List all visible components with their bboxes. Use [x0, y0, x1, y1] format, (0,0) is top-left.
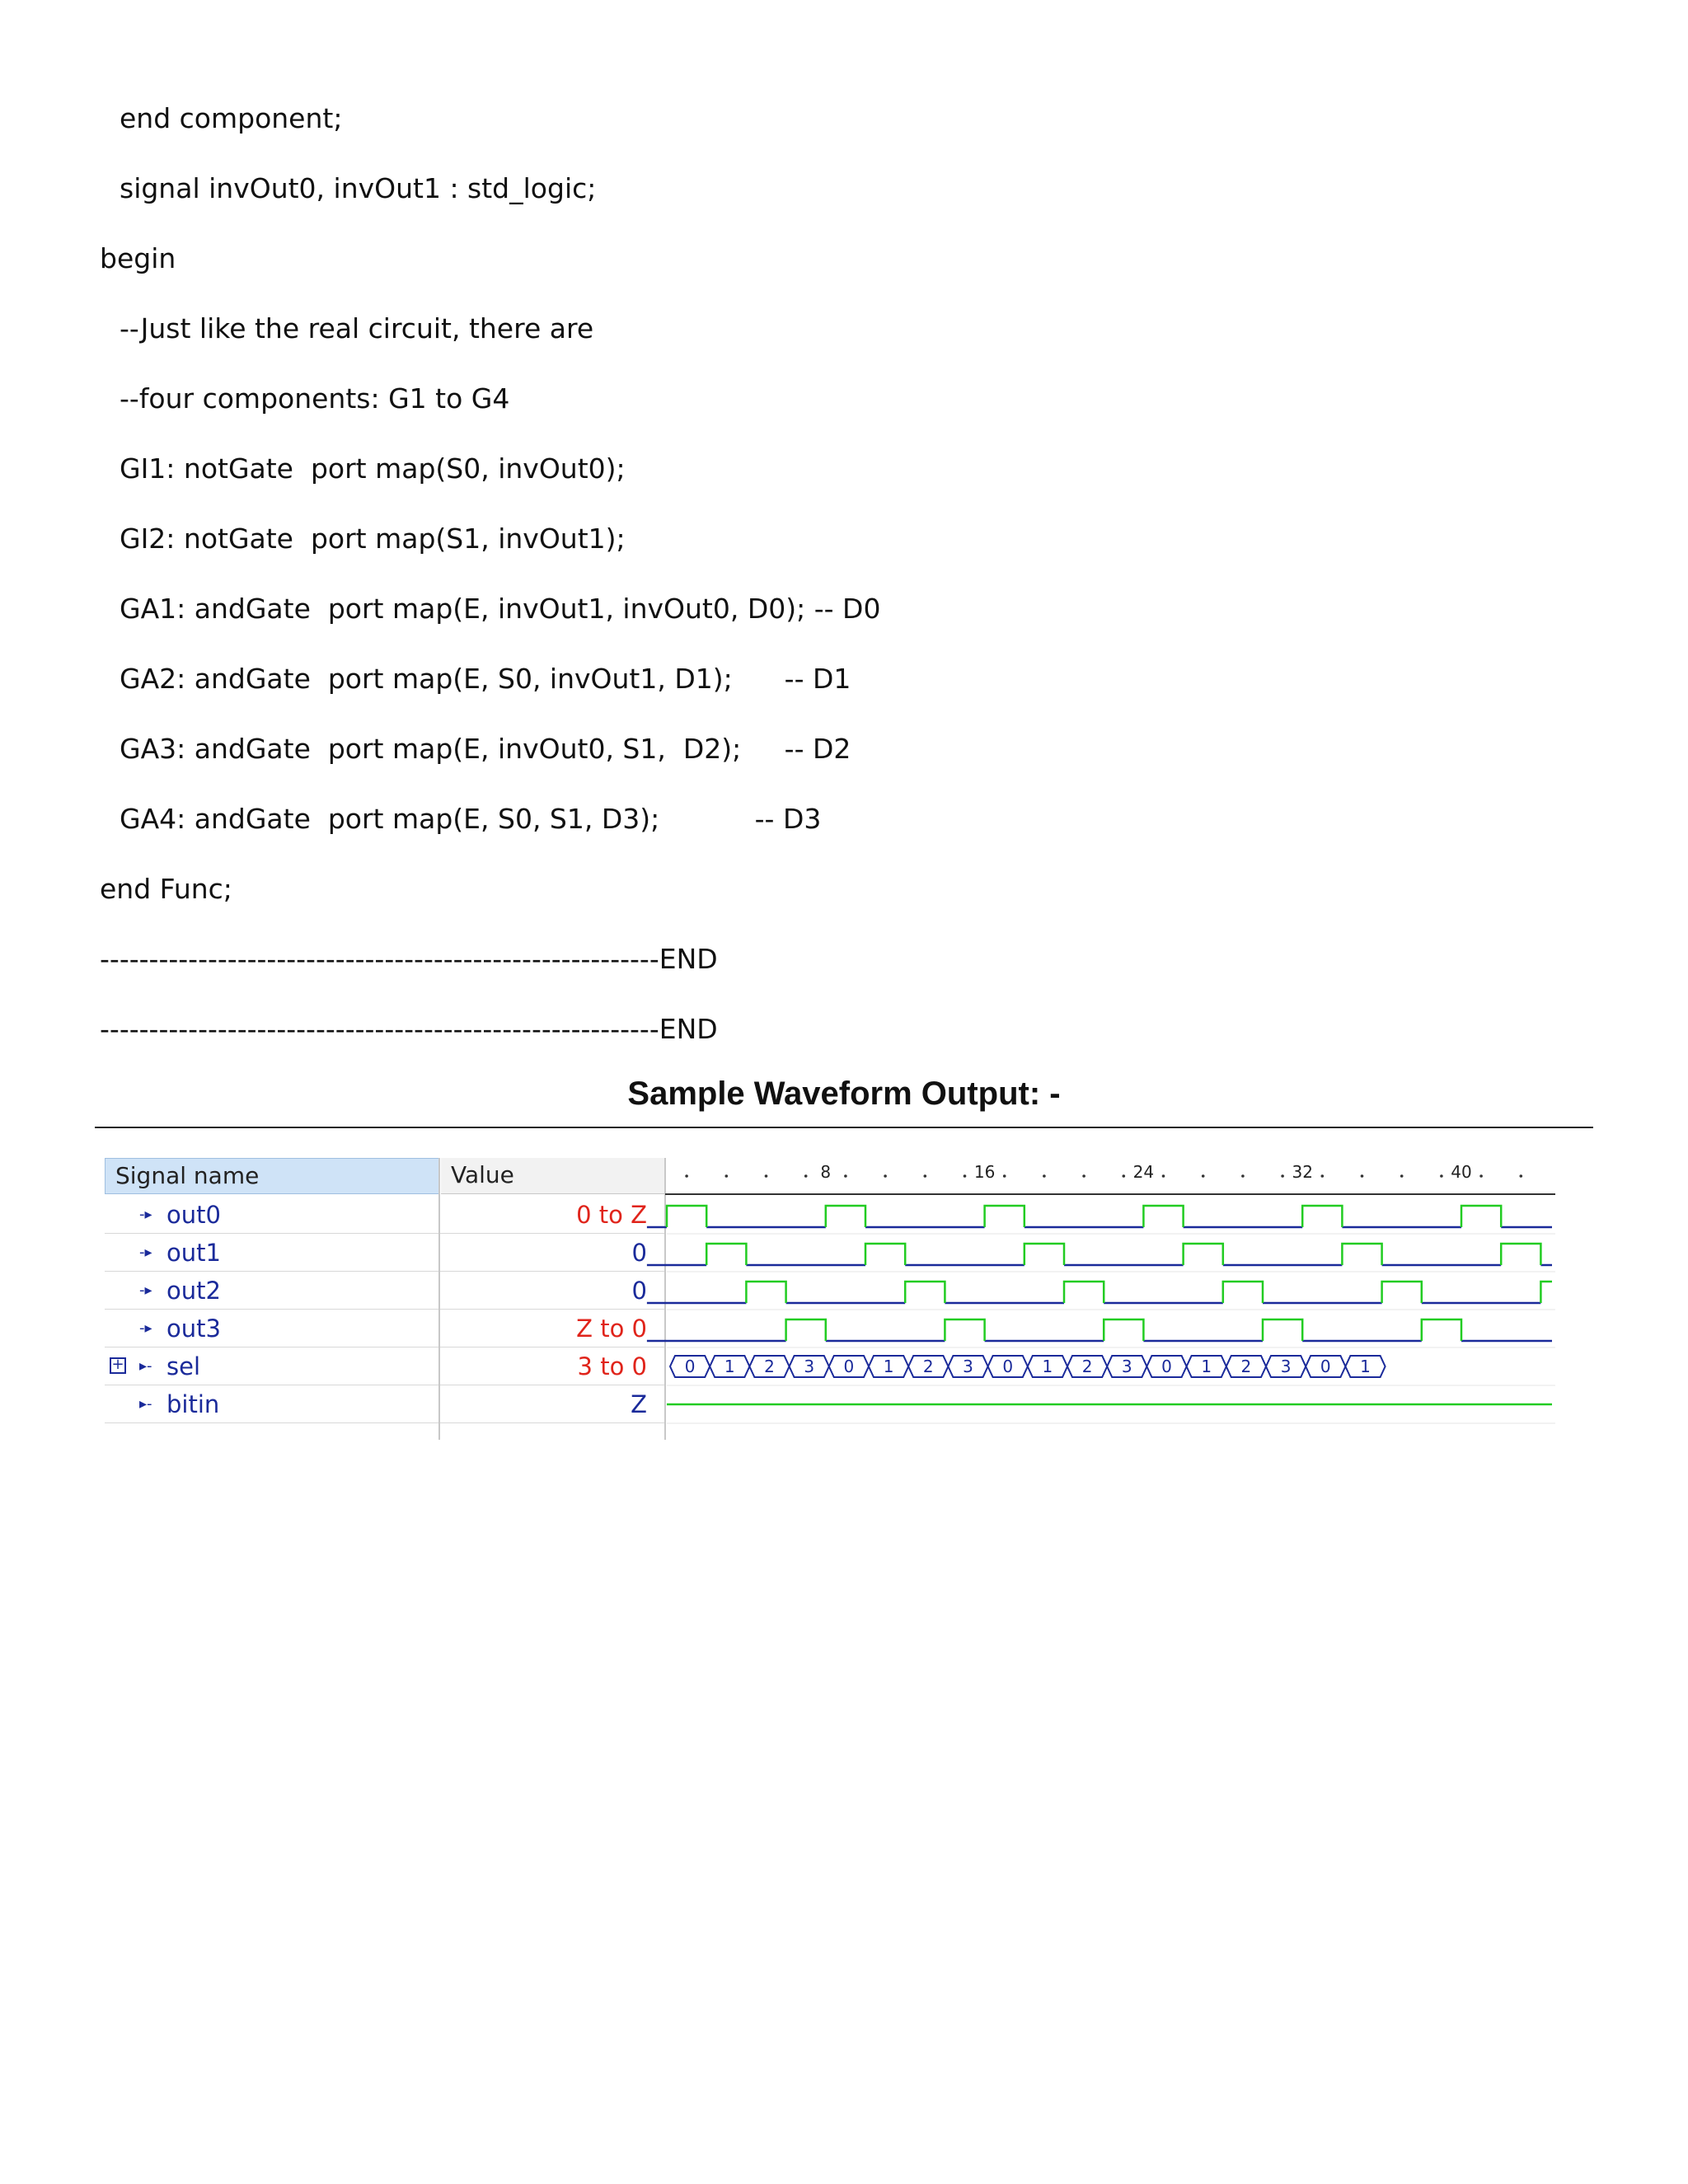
bus-value-label: 2 — [922, 1357, 934, 1376]
high-pulse-trace — [945, 1319, 984, 1341]
signal-name: sel — [166, 1352, 201, 1380]
ruler-label: 24 — [1132, 1162, 1155, 1182]
input-port-icon: ▸- — [139, 1395, 152, 1413]
bus-value-label: 0 — [843, 1357, 855, 1376]
high-pulse-trace — [1422, 1319, 1461, 1341]
high-pulse-trace — [905, 1282, 945, 1303]
code-line: signal invOut0, invOut1 : std_logic; — [120, 172, 597, 204]
high-pulse-trace — [1263, 1319, 1302, 1341]
signal-value: 3 to 0 — [577, 1352, 647, 1380]
high-pulse-trace — [1302, 1206, 1342, 1227]
horizontal-rule — [95, 1127, 1593, 1128]
high-pulse-trace — [985, 1206, 1025, 1227]
ruler-tick — [685, 1174, 688, 1178]
end-divider: ---------------------------------------------------------END — [100, 1013, 718, 1045]
high-pulse-trace — [1223, 1282, 1263, 1303]
signal-name: out2 — [166, 1277, 221, 1305]
ruler-tick — [804, 1174, 808, 1178]
ruler-tick — [1202, 1174, 1205, 1178]
signal-name: bitin — [166, 1390, 220, 1418]
code-line: GA3: andGate port map(E, invOut0, S1, D2); -- D2 — [120, 733, 851, 765]
bus-value-label: 1 — [883, 1357, 894, 1376]
ruler-tick — [1082, 1174, 1085, 1178]
ruler-tick — [1361, 1174, 1364, 1178]
ruler-label: 16 — [973, 1162, 996, 1182]
high-pulse-trace — [1143, 1206, 1183, 1227]
high-pulse-trace — [786, 1319, 826, 1341]
high-pulse-trace — [1184, 1244, 1223, 1265]
ruler-tick — [1241, 1174, 1245, 1178]
value-header[interactable]: Value — [441, 1158, 665, 1194]
high-pulse-trace — [1540, 1282, 1552, 1303]
signal-value: Z — [631, 1390, 647, 1418]
ruler-tick — [1043, 1174, 1046, 1178]
ruler-tick — [1162, 1174, 1165, 1178]
code-line: --Just like the real circuit, there are — [120, 312, 594, 344]
ruler-label: 40 — [1451, 1162, 1472, 1182]
waveform-plot[interactable] — [103, 1156, 1555, 1440]
ruler-tick — [725, 1174, 729, 1178]
bus-value-label: 1 — [1201, 1357, 1212, 1376]
high-pulse-trace — [1461, 1206, 1501, 1227]
ruler-tick — [1123, 1174, 1126, 1178]
high-pulse-trace — [706, 1244, 746, 1265]
ruler-label: 8 — [820, 1162, 832, 1182]
code-line: end Func; — [100, 873, 232, 905]
code-line: GA2: andGate port map(E, S0, invOut1, D1); -- D1 — [120, 663, 851, 695]
bus-value-label: 2 — [1240, 1357, 1252, 1376]
ruler-tick — [1321, 1174, 1325, 1178]
signal-name-header[interactable]: Signal name — [105, 1158, 439, 1194]
bus-value-label: 0 — [1320, 1357, 1331, 1376]
high-pulse-trace — [667, 1206, 706, 1227]
ruler-tick — [844, 1174, 847, 1178]
ruler-tick — [765, 1174, 768, 1178]
expand-icon[interactable]: + — [110, 1357, 126, 1374]
code-line: begin — [100, 242, 176, 274]
output-port-icon: -▸ — [139, 1206, 152, 1223]
bus-value-label: 3 — [1280, 1357, 1292, 1376]
bus-value-label: 0 — [1161, 1357, 1172, 1376]
signal-name: out1 — [166, 1239, 221, 1267]
bus-value-label: 1 — [1360, 1357, 1371, 1376]
ruler-tick — [924, 1174, 927, 1178]
signal-value: 0 — [631, 1239, 647, 1267]
high-pulse-trace — [1025, 1244, 1064, 1265]
ruler-tick — [1281, 1174, 1284, 1178]
code-line: end component; — [120, 102, 343, 134]
ruler-tick — [1520, 1174, 1523, 1178]
bus-value-label: 3 — [963, 1357, 973, 1376]
high-pulse-trace — [1064, 1282, 1104, 1303]
signal-value: 0 to Z — [576, 1201, 647, 1229]
bus-value-label: 2 — [764, 1357, 775, 1376]
high-pulse-trace — [865, 1244, 905, 1265]
ruler-tick — [884, 1174, 887, 1178]
bus-value-label: 1 — [724, 1357, 735, 1376]
bus-value-label: 3 — [1121, 1357, 1132, 1376]
code-line: GA4: andGate port map(E, S0, S1, D3); -- D3 — [120, 803, 822, 835]
ruler-label: 32 — [1292, 1162, 1313, 1182]
high-pulse-trace — [1342, 1244, 1381, 1265]
ruler-tick — [1003, 1174, 1006, 1178]
high-pulse-trace — [1104, 1319, 1143, 1341]
high-pulse-trace — [746, 1282, 785, 1303]
ruler-tick — [1479, 1174, 1483, 1178]
code-line: --four components: G1 to G4 — [120, 382, 510, 415]
code-line: GI1: notGate port map(S0, invOut0); — [120, 452, 626, 485]
output-port-icon: -▸ — [139, 1282, 152, 1299]
bus-value-label: 1 — [1042, 1357, 1053, 1376]
end-divider: ---------------------------------------------------------END — [100, 943, 718, 975]
code-line: GA1: andGate port map(E, invOut1, invOut0, D0); -- D0 — [120, 593, 881, 625]
output-port-icon: -▸ — [139, 1319, 152, 1337]
bus-value-label: 3 — [804, 1357, 815, 1376]
high-pulse-trace — [1382, 1282, 1422, 1303]
ruler-tick — [1440, 1174, 1443, 1178]
bus-value-label: 0 — [684, 1357, 696, 1376]
signal-name: out3 — [166, 1315, 221, 1343]
ruler-tick — [964, 1174, 967, 1178]
signal-value: Z to 0 — [576, 1315, 647, 1343]
bus-value-label: 2 — [1081, 1357, 1093, 1376]
section-heading: Sample Waveform Output: - — [627, 1076, 1061, 1112]
signal-name: out0 — [166, 1201, 221, 1229]
input-port-icon: ▸- — [139, 1357, 152, 1375]
high-pulse-trace — [826, 1206, 865, 1227]
bus-value-label: 0 — [1002, 1357, 1014, 1376]
signal-value: 0 — [631, 1277, 647, 1305]
output-port-icon: -▸ — [139, 1244, 152, 1261]
code-line: GI2: notGate port map(S1, invOut1); — [120, 523, 626, 555]
ruler-tick — [1400, 1174, 1404, 1178]
high-pulse-trace — [1501, 1244, 1540, 1265]
waveform-viewer — [103, 1156, 1555, 1440]
